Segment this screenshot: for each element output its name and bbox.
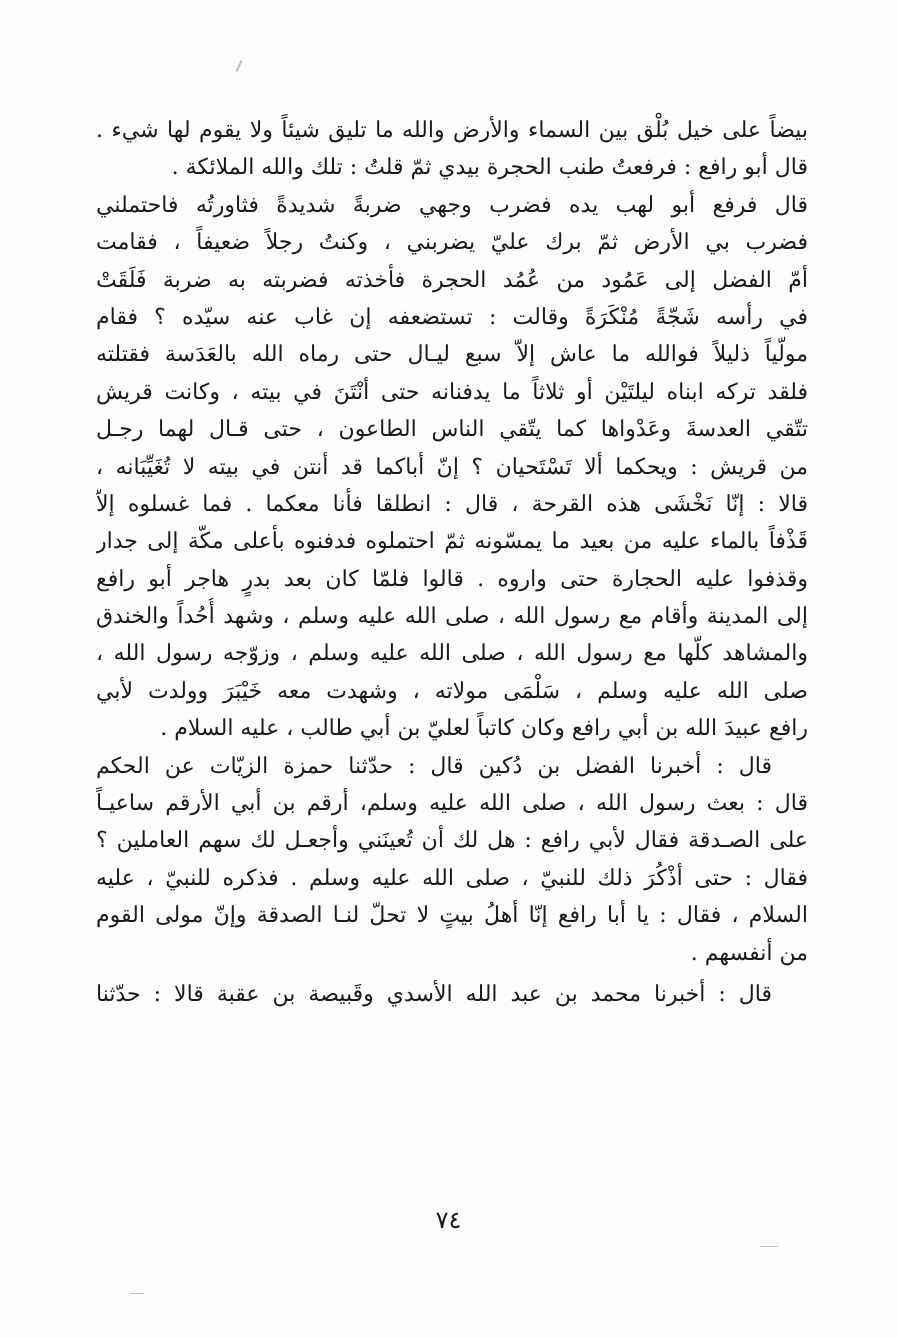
page-number: ٧٤ <box>435 1206 462 1234</box>
text-line: السلام ، فقال : يا أبا رافع إنّا أهلُ بيتٍ لا تحلّ لنـا الصدقة وإنّ مولى القوم <box>96 903 808 929</box>
text-line: من قريش : ويحكما ألا تَسْتَحيان ؟ إنّ أباكما قد أنتن في بيته لا تُغَيِّبَانه ، <box>96 454 808 480</box>
text-line: قال فرفع أبو لهب يده فضرب وجهي ضربةً شديدةً فثاورتُه فاحتملني <box>96 192 808 218</box>
text-line: فقال : حتى أذْكُرَ ذلك للنبيّ ، صلى الله عليه وسلم . فذكره للنبيّ ، عليه <box>96 865 808 891</box>
text-line: فلقد تركه ابناه ليلتَيْن أو ثلاثاً ما يدفنانه حتى أنْتَنَ في بيته ، وكانت قريش <box>96 379 808 405</box>
text-line: مولّياً ذليلاً فوالله ما عاش إلاّ سبع ليـال حتى رماه الله بالعَدَسة فقتلته <box>96 342 808 368</box>
text-line: قال : بعث رسول الله ، صلى الله عليه وسلم، أرقم بن أبي الأرقم ساعيـاً <box>96 791 808 817</box>
text-line: تتّقي العدسةَ وعَدْواها كما يتّقي الناس الطاعون ، حتى قـال لهما رجـل <box>96 417 808 443</box>
text-line: قال : أخبرنا الفضل بن دُكين قال : حدّثنا حمزة الزيّات عن الحكم <box>96 753 772 779</box>
text-line: من أنفسهم . <box>690 940 808 966</box>
text-line: قالا : إنّا نَخْشَى هذه القرحة ، قال : انطلقا فأنا معكما . فما غسلوه إلاّ <box>96 491 808 517</box>
text-line: إلى المدينة وأقام مع رسول الله ، صلى الله عليه وسلم ، وشهد أُحُداً والخندق <box>96 604 808 630</box>
text-line: فضرب بي الأرض ثمّ برك عليّ يضربني ، وكنتُ رجلاً ضعيفاً ، فقامت <box>96 230 808 256</box>
text-line: رافع عبيدَ الله بن أبي رافع وكان كاتباً لعليّ بن أبي طالب ، عليه السلام . <box>160 716 808 742</box>
text-body <box>96 112 808 1013</box>
scan-speck <box>760 1246 778 1247</box>
scan-speck <box>236 60 243 72</box>
scan-speck <box>130 1293 144 1294</box>
text-line: وقذفوا عليه الحجارة حتى واروه . قالوا فلمّا كان بعد بدرٍ هاجر أبو رافع <box>96 566 808 592</box>
text-line: في رأسه شَجّةً مُنْكَرَةً وقالت : تستضعفه إن غاب عنه سيّده ؟ فقام <box>96 304 808 330</box>
text-line: والمشاهد كلّها مع رسول الله ، صلى الله عليه وسلم ، وزوّجه رسول الله ، <box>96 641 808 667</box>
text-line: قَذْفاً بالماء عليه من بعيد ما يمسّونه ثمّ احتملوه فدفنوه بأعلى مكّة إلى جدار <box>96 529 808 555</box>
text-line: بيضاً على خيل بُلْق بين السماء والأرض والله ما تليق شيئاً ولا يقوم لها شيء . <box>96 118 808 143</box>
text-line: صلى الله عليه وسلم ، سَلْمَى مولاته ، وشهدت معه خَيْبَرَ وولدت لأبي <box>96 678 808 704</box>
text-line: قال : أخبرنا محمد بن عبد الله الأسدي وقَبيصة بن عقبة قالا : حدّثنا <box>96 981 772 1007</box>
text-line: قال أبو رافع : فرفعتُ طنب الحجرة بيدي ثمّ قلتُ : تلك والله الملائكة . <box>171 155 808 181</box>
text-line: أمّ الفضل إلى عَمُود من عُمُد الحجرة فأخذته فضربته به ضربة فَلَقَتْ <box>96 267 808 293</box>
text-line: على الصـدقة فقال لأبي رافع : هل لك أن تُعينَني وأجعـل لك سهم العاملين ؟ <box>96 828 808 854</box>
